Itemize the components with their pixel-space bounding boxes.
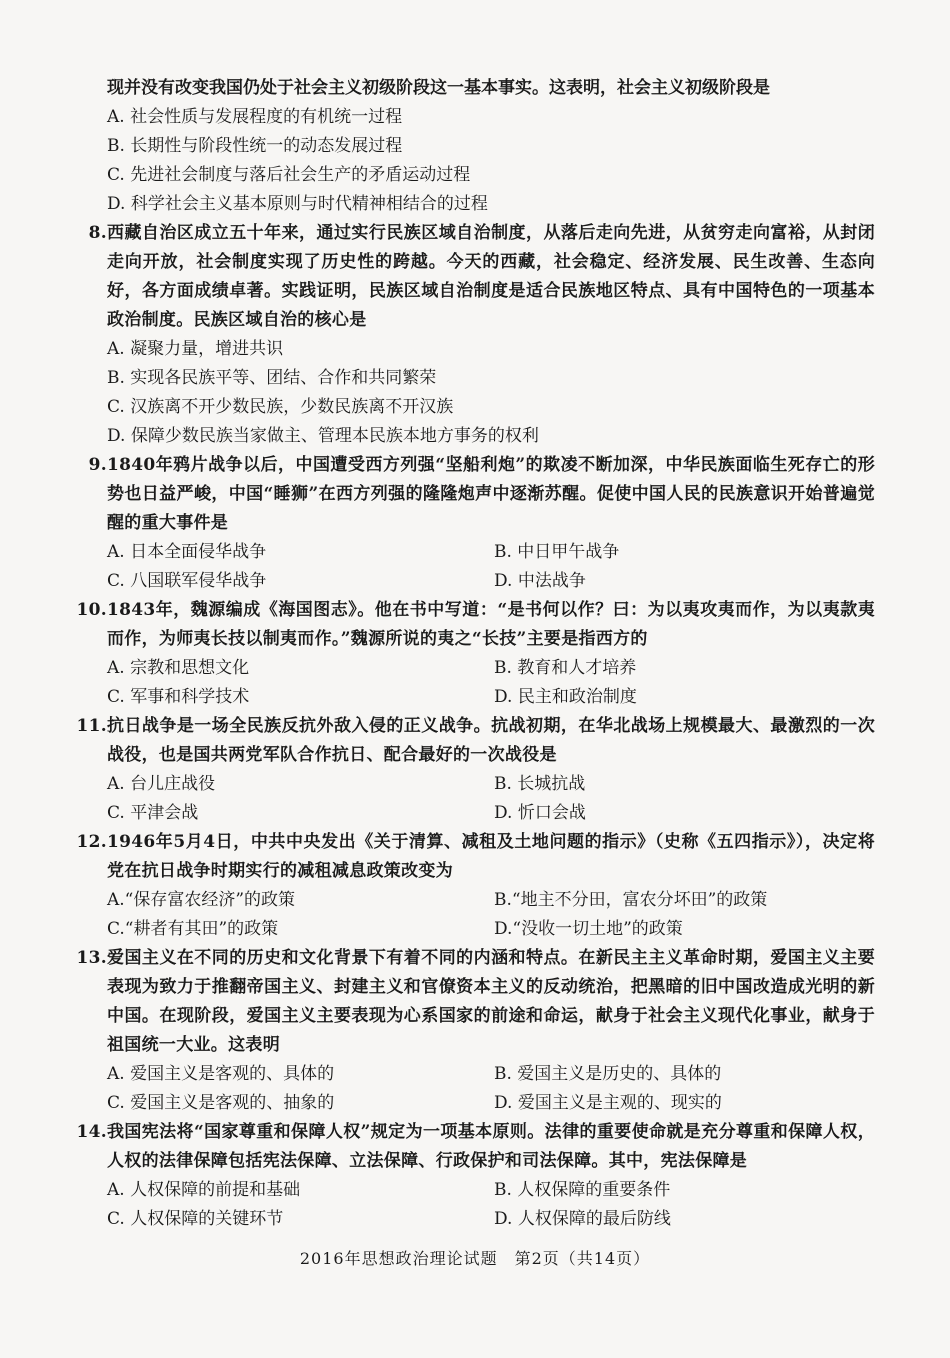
option[interactable]: C. 人权保障的关键环节 — [107, 1209, 284, 1229]
question-11 — [76, 712, 875, 770]
page-footer: 2016年思想政治理论试题 第2页（共14页） — [299, 1249, 651, 1268]
question-12 — [76, 828, 875, 886]
question-number: 14. — [76, 1122, 107, 1142]
question-stem: 1946年5月4日，中共中央发出《关于清算、减租及土地问题的指示》（史称《五四指示》），决定将党在抗日战争时期实行的减租减息政策改变为 — [107, 832, 875, 881]
option[interactable]: B. 爱国主义是历史的、具体的 — [494, 1064, 722, 1084]
option[interactable]: A. 台儿庄战役 — [107, 774, 216, 794]
option[interactable]: B. 中日甲午战争 — [494, 542, 620, 562]
option[interactable]: D. 忻口会战 — [494, 803, 586, 823]
option[interactable]: D. 中法战争 — [494, 571, 586, 591]
option[interactable]: D. 保障少数民族当家做主、管理本民族本地方事务的权利 — [107, 426, 539, 446]
option[interactable]: C. 先进社会制度与落后社会生产的矛盾运动过程 — [107, 165, 471, 185]
option[interactable]: C. 八国联军侵华战争 — [107, 571, 267, 591]
option[interactable]: B. 实现各民族平等、团结、合作和共同繁荣 — [107, 368, 437, 388]
question-number: 13. — [76, 948, 107, 968]
question-stem: 爱国主义在不同的历史和文化背景下有着不同的内涵和特点。在新民主主义革命时期，爱国主义主要表现为致力于推翻帝国主义、封建主义和官僚资本主义的反动统治，把黑暗的旧中国改造成光明的新中国。在现阶段，爱国主义主要表现为心系国家的前途和命运，献身于社会主义现代化事业，献身于祖国统一大业。这表明 — [107, 948, 875, 1055]
question-number: 12. — [76, 832, 107, 852]
question-9 — [88, 451, 875, 538]
question-stem: 西藏自治区成立五十年来，通过实行民族区域自治制度，从落后走向先进，从贫穷走向富裕，从封闭走向开放，社会制度实现了历史性的跨越。今天的西藏，社会稳定、经济发展、民生改善、生态向好，各方面成绩卓著。实践证明，民族区域自治制度是适合民族地区特点、具有中国特色的一项基本政治制度。民族区域自治的核心是 — [107, 223, 875, 330]
option[interactable]: C. 爱国主义是客观的、抽象的 — [107, 1093, 335, 1113]
question-stem: 我国宪法将“国家尊重和保障人权”规定为一项基本原则。法律的重要使命就是充分尊重和保障人权，人权的法律保障包括宪法保障、立法保障、行政保护和司法保障。其中，宪法保障是 — [107, 1122, 875, 1171]
option[interactable]: A. 宗教和思想文化 — [107, 658, 250, 678]
option[interactable]: D. 爱国主义是主观的、现实的 — [494, 1093, 722, 1113]
question-stem: 1840年鸦片战争以后，中国遭受西方列强“坚船利炮”的欺凌不断加深，中华民族面临生死存亡的形势也日益严峻，中国“睡狮”在西方列强的隆隆炮声中逐渐苏醒。促使中国人民的民族意识开始普遍觉醒的重大事件是 — [107, 455, 875, 533]
option[interactable]: B.“地主不分田，富农分坏田”的政策 — [494, 890, 768, 910]
question-stem: 1843年，魏源编成《海国图志》。他在书中写道：“是书何以作？曰：为以夷攻夷而作，为以夷款夷而作，为师夷长技以制夷而作。”魏源所说的夷之“长技”主要是指西方的 — [107, 600, 875, 649]
option[interactable]: B. 教育和人才培养 — [494, 658, 637, 678]
question-8 — [88, 219, 875, 335]
option[interactable]: B. 长期性与阶段性统一的动态发展过程 — [107, 136, 403, 156]
question-number: 9. — [88, 455, 107, 475]
question-13 — [76, 944, 875, 1060]
question-14 — [76, 1118, 875, 1176]
option[interactable]: B. 长城抗战 — [494, 774, 586, 794]
question-stem: 抗日战争是一场全民族反抗外敌入侵的正义战争。抗战初期，在华北战场上规模最大、最激烈的一次战役，也是国共两党军队合作抗日、配合最好的一次战役是 — [107, 716, 875, 765]
option[interactable]: C. 军事和科学技术 — [107, 687, 250, 707]
option[interactable]: D. 科学社会主义基本原则与时代精神相结合的过程 — [107, 194, 488, 214]
option[interactable]: D. 人权保障的最后防线 — [494, 1209, 671, 1229]
option[interactable]: C.“耕者有其田”的政策 — [107, 919, 279, 939]
question-number: 11. — [76, 716, 107, 736]
option[interactable]: C. 汉族离不开少数民族，少数民族离不开汉族 — [107, 397, 454, 417]
option[interactable]: A. 爱国主义是客观的、具体的 — [107, 1064, 335, 1084]
option[interactable]: A. 人权保障的前提和基础 — [107, 1180, 301, 1200]
option[interactable]: A.“保存富农经济”的政策 — [107, 890, 296, 910]
option[interactable]: D.“没收一切土地”的政策 — [494, 919, 683, 939]
option[interactable]: B. 人权保障的重要条件 — [494, 1180, 671, 1200]
question-number: 8. — [88, 223, 107, 243]
option[interactable]: D. 民主和政治制度 — [494, 687, 637, 707]
question-10 — [76, 596, 875, 654]
question-number: 10. — [76, 600, 107, 620]
option[interactable]: A. 社会性质与发展程度的有机统一过程 — [107, 107, 403, 127]
option[interactable]: A. 凝聚力量，增进共识 — [107, 339, 284, 359]
option[interactable]: C. 平津会战 — [107, 803, 199, 823]
option[interactable]: A. 日本全面侵华战争 — [107, 542, 267, 562]
question-7-stem-continuation: 现并没有改变我国仍处于社会主义初级阶段这一基本事实。这表明，社会主义初级阶段是 — [107, 78, 770, 98]
